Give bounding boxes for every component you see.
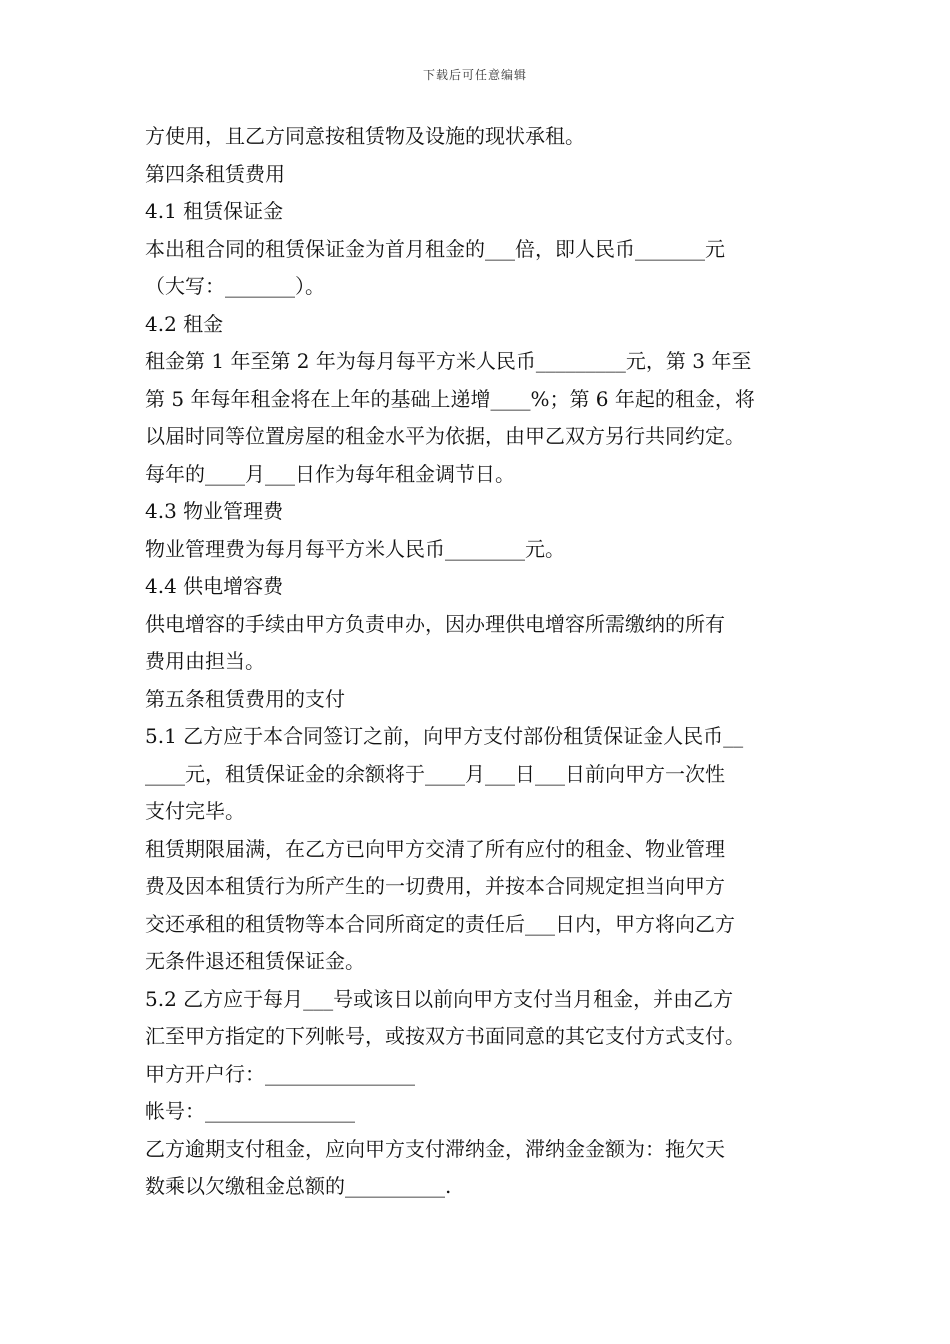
text-line: ____元，租赁保证金的余额将于____月___日___日前向甲方一次性 (145, 761, 725, 786)
subsection-heading: 4.2 租金 (145, 311, 224, 336)
section-heading: 第四条租赁费用 (145, 161, 285, 186)
text-line: （大写：_______）。 (145, 274, 325, 298)
subsection-heading: 4.1 租赁保证金 (145, 199, 284, 223)
text-line: 本出租合同的租赁保证金为首月租金的___倍，即人民币_______元 (145, 236, 725, 261)
subsection-heading: 4.3 物业管理费 (145, 499, 284, 523)
document-body (145, 118, 810, 1206)
text-line: 供电增容的手续由甲方负责申办，因办理供电增容所需缴纳的所有 (145, 611, 725, 636)
text-line: 交还承租的租赁物等本合同所商定的责任后___日内，甲方将向乙方 (145, 911, 735, 936)
text-line: 第 5 年每年租金将在上年的基础上递增____%；第 6 年起的租金，将 (145, 386, 755, 411)
text-line: 费用由担当。 (145, 649, 265, 673)
text-line: 乙方逾期支付租金，应向甲方支付滞纳金，滞纳金金额为：拖欠天 (145, 1136, 725, 1161)
text-line: 支付完毕。 (145, 799, 245, 823)
text-line: 租赁期限届满，在乙方已向甲方交清了所有应付的租金、物业管理 (145, 836, 725, 861)
text-line: 物业管理费为每月每平方米人民币________元。 (145, 536, 565, 561)
text-line: 费及因本租赁行为所产生的一切费用，并按本合同规定担当向甲方 (145, 874, 725, 898)
text-line: 数乘以欠缴租金总额的__________. (145, 1174, 452, 1198)
text-line: 5.1 乙方应于本合同签订之前，向甲方支付部份租赁保证金人民币__ (145, 724, 744, 748)
page-header-note: 下载后可任意编辑 (422, 68, 527, 82)
text-line: 租金第 1 年至第 2 年为每月每平方米人民币_________元，第 3 年至 (145, 349, 752, 373)
text-line: 方使用，且乙方同意按租赁物及设施的现状承租。 (145, 124, 585, 148)
text-line: 甲方开户行：_______________ (145, 1061, 415, 1086)
text-line: 汇至甲方指定的下列帐号，或按双方书面同意的其它支付方式支付。 (145, 1024, 745, 1048)
text-line: 无条件退还租赁保证金。 (145, 949, 365, 973)
subsection-heading: 4.4 供电增容费 (145, 574, 284, 598)
text-line: 每年的____月___日作为每年租金调节日。 (145, 461, 515, 486)
section-heading: 第五条租赁费用的支付 (145, 686, 345, 711)
text-line: 以届时同等位置房屋的租金水平为依据，由甲乙双方另行共同约定。 (145, 424, 745, 448)
text-line: 帐号：_______________ (145, 1099, 355, 1123)
text-line: 5.2 乙方应于每月___号或该日以前向甲方支付当月租金，并由乙方 (145, 986, 734, 1011)
